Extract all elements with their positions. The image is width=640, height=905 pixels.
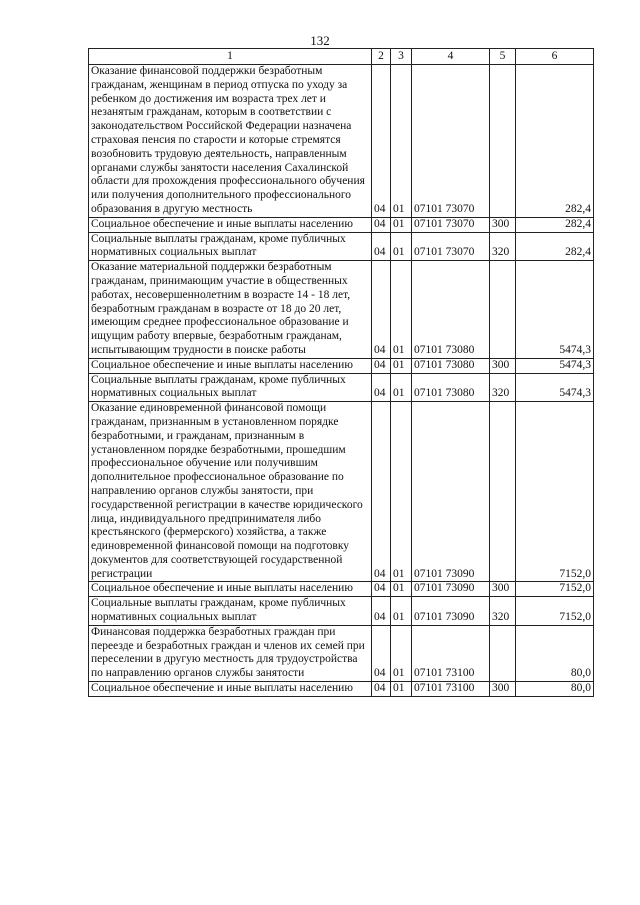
row-section-code: 04 <box>372 373 391 402</box>
row-expense-type: 320 <box>490 232 516 261</box>
table-row <box>89 217 594 232</box>
row-expense-type: 300 <box>490 358 516 373</box>
row-section-code: 04 <box>372 402 391 582</box>
row-description: Финансовая поддержка безработных граждан при переезде и безработных граждан и членов их семей при переселении в другую местность для трудоустройства по направлению органов службы занятости <box>89 625 372 681</box>
row-amount: 7152,0 <box>516 597 594 626</box>
row-target-article: 07101 73070 <box>412 65 490 218</box>
row-subsection-code: 01 <box>391 217 412 232</box>
row-expense-type <box>490 65 516 218</box>
row-section-code: 04 <box>372 261 391 359</box>
table-row <box>89 358 594 373</box>
row-subsection-code: 01 <box>391 682 412 697</box>
row-section-code: 04 <box>372 582 391 597</box>
row-amount: 282,4 <box>516 232 594 261</box>
row-description: Социальное обеспечение и иные выплаты населению <box>89 358 372 373</box>
row-description: Оказание единовременной финансовой помощи гражданам, признанным в установленном порядке безработными, и гражданам, признанным в установленном порядке безработными, прошедшим профессиональное обучение или получившим дополнительное профессиональное образование по направлению органов службы занятости, при государственной регистрации в качестве юридического лица, индивидуального предпринимателя либо крестьянского (фермерского) хозяйства, а также единовременной финансовой помощи на подготовку документов для соответствующей государственной регистрации <box>89 402 372 582</box>
row-target-article: 07101 73090 <box>412 582 490 597</box>
row-expense-type: 300 <box>490 217 516 232</box>
table-row <box>89 373 594 402</box>
table-row <box>89 597 594 626</box>
column-header: 5 <box>490 49 516 65</box>
row-amount: 5474,3 <box>516 358 594 373</box>
row-amount: 282,4 <box>516 65 594 218</box>
row-description: Социальные выплаты гражданам, кроме публичных нормативных социальных выплат <box>89 597 372 626</box>
row-section-code: 04 <box>372 232 391 261</box>
table-header-row <box>89 49 594 65</box>
row-section-code: 04 <box>372 358 391 373</box>
row-target-article: 07101 73080 <box>412 373 490 402</box>
row-description: Социальное обеспечение и иные выплаты населению <box>89 582 372 597</box>
row-amount: 7152,0 <box>516 582 594 597</box>
row-expense-type: 320 <box>490 597 516 626</box>
row-target-article: 07101 73090 <box>412 597 490 626</box>
row-amount: 5474,3 <box>516 373 594 402</box>
table-row <box>89 625 594 681</box>
table-row <box>89 582 594 597</box>
row-description: Социальные выплаты гражданам, кроме публичных нормативных социальных выплат <box>89 232 372 261</box>
table-row <box>89 261 594 359</box>
column-header: 3 <box>391 49 412 65</box>
row-subsection-code: 01 <box>391 232 412 261</box>
row-target-article: 07101 73100 <box>412 625 490 681</box>
row-expense-type <box>490 261 516 359</box>
row-target-article: 07101 73100 <box>412 682 490 697</box>
row-subsection-code: 01 <box>391 597 412 626</box>
page-number: 132 <box>310 33 330 48</box>
row-amount: 7152,0 <box>516 402 594 582</box>
column-header: 4 <box>412 49 490 65</box>
column-header: 2 <box>372 49 391 65</box>
row-target-article: 07101 73070 <box>412 217 490 232</box>
row-amount: 80,0 <box>516 682 594 697</box>
table-row <box>89 232 594 261</box>
row-section-code: 04 <box>372 682 391 697</box>
row-section-code: 04 <box>372 217 391 232</box>
row-subsection-code: 01 <box>391 373 412 402</box>
row-expense-type <box>490 402 516 582</box>
row-amount: 80,0 <box>516 625 594 681</box>
row-description: Социальное обеспечение и иные выплаты населению <box>89 682 372 697</box>
row-section-code: 04 <box>372 597 391 626</box>
row-expense-type: 300 <box>490 582 516 597</box>
table-row <box>89 65 594 218</box>
row-subsection-code: 01 <box>391 261 412 359</box>
row-target-article: 07101 73090 <box>412 402 490 582</box>
row-expense-type: 320 <box>490 373 516 402</box>
row-expense-type <box>490 625 516 681</box>
table-row <box>89 682 594 697</box>
row-section-code: 04 <box>372 65 391 218</box>
row-subsection-code: 01 <box>391 582 412 597</box>
row-amount: 282,4 <box>516 217 594 232</box>
row-description: Социальные выплаты гражданам, кроме публичных нормативных социальных выплат <box>89 373 372 402</box>
row-expense-type: 300 <box>490 682 516 697</box>
row-subsection-code: 01 <box>391 625 412 681</box>
row-description: Оказание материальной поддержки безработным гражданам, принимающим участие в общественных работах, несовершеннолетним в возрасте 14 - 18 лет, безработным гражданам в возрасте от 18 до 20 лет, имеющим среднее профессиональное образование и ищущим работу впервые, безработным гражданам, испытывающим трудности в поиске работы <box>89 261 372 359</box>
column-header: 1 <box>89 49 372 65</box>
row-description: Социальное обеспечение и иные выплаты населению <box>89 217 372 232</box>
row-description: Оказание финансовой поддержки безработным гражданам, женщинам в период отпуска по уходу за ребенком до достижения им возраста трех лет и незанятым гражданам, которым в соответствии с законодательством Российской Федерации назначена страховая пенсия по старости и которые стремятся возобновить трудовую деятельность, направленным органами службы занятости населения Сахалинской области для прохождения профессионального обучения или получения дополнительного профессионального образования в другую местность <box>89 65 372 218</box>
row-section-code: 04 <box>372 625 391 681</box>
row-subsection-code: 01 <box>391 402 412 582</box>
row-subsection-code: 01 <box>391 65 412 218</box>
table-row <box>89 402 594 582</box>
row-subsection-code: 01 <box>391 358 412 373</box>
row-target-article: 07101 73070 <box>412 232 490 261</box>
row-target-article: 07101 73080 <box>412 358 490 373</box>
row-amount: 5474,3 <box>516 261 594 359</box>
budget-table <box>88 48 594 697</box>
column-header: 6 <box>516 49 594 65</box>
row-target-article: 07101 73080 <box>412 261 490 359</box>
